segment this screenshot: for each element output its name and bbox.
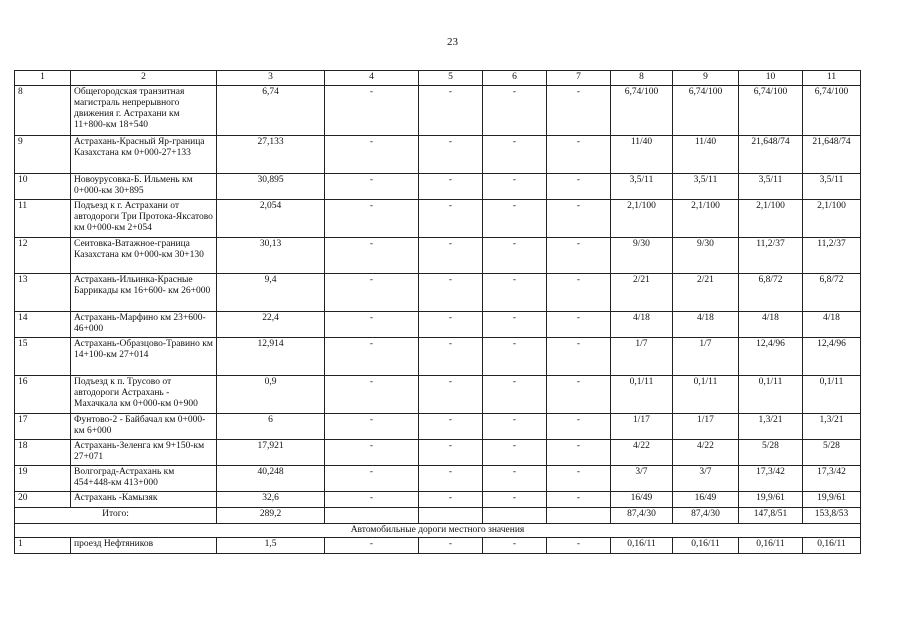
- dash-cell: -: [547, 174, 611, 200]
- total-value: 87,4/30: [611, 508, 673, 524]
- value-cell: 4/18: [803, 312, 861, 338]
- dash-cell: -: [419, 492, 483, 508]
- row-number: 13: [15, 274, 71, 312]
- value-cell: 11,2/37: [739, 238, 803, 274]
- value-cell: 0,16/11: [611, 538, 673, 554]
- row-number: 12: [15, 238, 71, 274]
- length-cell: 12,914: [217, 338, 325, 376]
- road-name: Астрахань-Марфино км 23+600-46+000: [71, 312, 217, 338]
- dash-cell: -: [483, 86, 547, 136]
- column-header: 5: [419, 71, 483, 86]
- row-number: 18: [15, 440, 71, 466]
- value-cell: 2,1/100: [739, 200, 803, 238]
- dash-cell: -: [325, 538, 419, 554]
- length-cell: 22,4: [217, 312, 325, 338]
- road-name: Сеитовка-Ватажное-граница Казахстана км 0+000-км 30+130: [71, 238, 217, 274]
- dash-cell: -: [325, 274, 419, 312]
- value-cell: 0,1/11: [803, 376, 861, 414]
- roads-table: [14, 70, 861, 554]
- dash-cell: -: [483, 492, 547, 508]
- row-number: 15: [15, 338, 71, 376]
- value-cell: 0,1/11: [611, 376, 673, 414]
- value-cell: 16/49: [673, 492, 739, 508]
- value-cell: 0,1/11: [673, 376, 739, 414]
- dash-cell: -: [325, 238, 419, 274]
- value-cell: 6,8/72: [739, 274, 803, 312]
- total-label: Итого:: [15, 508, 217, 524]
- dash-cell: -: [483, 538, 547, 554]
- road-name: Астрахань -Камызяк: [71, 492, 217, 508]
- dash-cell: -: [325, 492, 419, 508]
- value-cell: 11/40: [611, 136, 673, 174]
- road-name: Подъезд к п. Трусово от автодороги Астрахань - Махачкала км 0+000-км 0+900: [71, 376, 217, 414]
- column-header: 7: [547, 71, 611, 86]
- dash-cell: -: [419, 86, 483, 136]
- dash-cell: -: [483, 466, 547, 492]
- value-cell: 6,74/100: [611, 86, 673, 136]
- dash-cell: -: [419, 466, 483, 492]
- total-length: 289,2: [217, 508, 325, 524]
- row-number: 16: [15, 376, 71, 414]
- row-number: 1: [15, 538, 71, 554]
- empty-cell: [325, 508, 419, 524]
- value-cell: 4/22: [673, 440, 739, 466]
- value-cell: 1/7: [611, 338, 673, 376]
- value-cell: 6,74/100: [739, 86, 803, 136]
- value-cell: 17,3/42: [739, 466, 803, 492]
- value-cell: 11/40: [673, 136, 739, 174]
- dash-cell: -: [483, 440, 547, 466]
- value-cell: 4/22: [611, 440, 673, 466]
- value-cell: 9/30: [611, 238, 673, 274]
- value-cell: 4/18: [739, 312, 803, 338]
- value-cell: 21,648/74: [803, 136, 861, 174]
- dash-cell: -: [547, 538, 611, 554]
- table-row: [15, 440, 861, 466]
- road-name: Астрахань-Красный Яр-граница Казахстана км 0+000-27+133: [71, 136, 217, 174]
- length-cell: 6: [217, 414, 325, 440]
- total-row: [15, 508, 861, 524]
- table-row: [15, 238, 861, 274]
- column-header: 4: [325, 71, 419, 86]
- value-cell: 9/30: [673, 238, 739, 274]
- value-cell: 6,8/72: [803, 274, 861, 312]
- dash-cell: -: [483, 238, 547, 274]
- value-cell: 12,4/96: [739, 338, 803, 376]
- table-row: [15, 338, 861, 376]
- road-name: Новоурусовка-Б. Ильмень км 0+000-км 30+895: [71, 174, 217, 200]
- row-number: 10: [15, 174, 71, 200]
- table-row: [15, 274, 861, 312]
- dash-cell: -: [419, 414, 483, 440]
- value-cell: 6,74/100: [803, 86, 861, 136]
- row-number: 17: [15, 414, 71, 440]
- value-cell: 3/7: [611, 466, 673, 492]
- value-cell: 1,3/21: [739, 414, 803, 440]
- dash-cell: -: [325, 466, 419, 492]
- dash-cell: -: [419, 312, 483, 338]
- table-row: [15, 174, 861, 200]
- length-cell: 27,133: [217, 136, 325, 174]
- column-header: 1: [15, 71, 71, 86]
- road-name: Волгоград-Астрахань км 454+448-км 413+000: [71, 466, 217, 492]
- value-cell: 2/21: [673, 274, 739, 312]
- dash-cell: -: [419, 274, 483, 312]
- column-header: 9: [673, 71, 739, 86]
- dash-cell: -: [325, 312, 419, 338]
- table-row: [15, 376, 861, 414]
- value-cell: 3,5/11: [803, 174, 861, 200]
- value-cell: 2,1/100: [803, 200, 861, 238]
- column-header: 11: [803, 71, 861, 86]
- table-row: [15, 414, 861, 440]
- value-cell: 4/18: [673, 312, 739, 338]
- dash-cell: -: [483, 376, 547, 414]
- length-cell: 30,895: [217, 174, 325, 200]
- dash-cell: -: [325, 136, 419, 174]
- value-cell: 17,3/42: [803, 466, 861, 492]
- section-title: Автомобильные дороги местного значения: [15, 524, 861, 538]
- value-cell: 19,9/61: [803, 492, 861, 508]
- length-cell: 2,054: [217, 200, 325, 238]
- road-name: проезд Нефтяников: [71, 538, 217, 554]
- column-header: 2: [71, 71, 217, 86]
- value-cell: 1,3/21: [803, 414, 861, 440]
- value-cell: 1/17: [611, 414, 673, 440]
- row-number: 19: [15, 466, 71, 492]
- row-number: 20: [15, 492, 71, 508]
- header-row: [15, 71, 861, 86]
- dash-cell: -: [483, 274, 547, 312]
- column-header: 10: [739, 71, 803, 86]
- length-cell: 17,921: [217, 440, 325, 466]
- value-cell: 12,4/96: [803, 338, 861, 376]
- value-cell: 4/18: [611, 312, 673, 338]
- dash-cell: -: [419, 136, 483, 174]
- row-number: 11: [15, 200, 71, 238]
- column-header: 8: [611, 71, 673, 86]
- value-cell: 0,16/11: [739, 538, 803, 554]
- row-number: 14: [15, 312, 71, 338]
- dash-cell: -: [325, 376, 419, 414]
- table-row: [15, 136, 861, 174]
- value-cell: 3,5/11: [611, 174, 673, 200]
- dash-cell: -: [547, 440, 611, 466]
- dash-cell: -: [547, 338, 611, 376]
- table-row: [15, 538, 861, 554]
- dash-cell: -: [547, 414, 611, 440]
- dash-cell: -: [547, 466, 611, 492]
- value-cell: 5/28: [739, 440, 803, 466]
- value-cell: 1/17: [673, 414, 739, 440]
- dash-cell: -: [419, 174, 483, 200]
- road-name: Общегородская транзитная магистраль непрерывного движения г. Астрахани км 11+800-км 18+540: [71, 86, 217, 136]
- dash-cell: -: [547, 492, 611, 508]
- row-number: 8: [15, 86, 71, 136]
- dash-cell: -: [419, 200, 483, 238]
- length-cell: 1,5: [217, 538, 325, 554]
- value-cell: 2,1/100: [673, 200, 739, 238]
- length-cell: 9,4: [217, 274, 325, 312]
- value-cell: 16/49: [611, 492, 673, 508]
- dash-cell: -: [325, 174, 419, 200]
- dash-cell: -: [419, 338, 483, 376]
- dash-cell: -: [483, 312, 547, 338]
- dash-cell: -: [547, 136, 611, 174]
- value-cell: 0,16/11: [673, 538, 739, 554]
- table-row: [15, 466, 861, 492]
- road-name: Астрахань-Образцово-Травино км 14+100-км 27+014: [71, 338, 217, 376]
- value-cell: 5/28: [803, 440, 861, 466]
- value-cell: 19,9/61: [739, 492, 803, 508]
- total-value: 147,8/51: [739, 508, 803, 524]
- dash-cell: -: [325, 338, 419, 376]
- table-row: [15, 312, 861, 338]
- table-row: [15, 86, 861, 136]
- dash-cell: -: [483, 200, 547, 238]
- empty-cell: [483, 508, 547, 524]
- page-number: 23: [447, 36, 458, 48]
- dash-cell: -: [483, 414, 547, 440]
- section-row: [15, 524, 861, 538]
- dash-cell: -: [547, 238, 611, 274]
- road-name: Астрахань-Ильинка-Красные Баррикады км 16+600- км 26+000: [71, 274, 217, 312]
- value-cell: 21,648/74: [739, 136, 803, 174]
- road-name: Фунтово-2 - Байбачал км 0+000-км 6+000: [71, 414, 217, 440]
- road-name: Астрахань-Зеленга км 9+150-км 27+071: [71, 440, 217, 466]
- dash-cell: -: [419, 440, 483, 466]
- table-row: [15, 492, 861, 508]
- total-value: 87,4/30: [673, 508, 739, 524]
- dash-cell: -: [325, 414, 419, 440]
- dash-cell: -: [419, 376, 483, 414]
- dash-cell: -: [325, 86, 419, 136]
- value-cell: 0,1/11: [739, 376, 803, 414]
- road-name: Подъезд к г. Астрахани от автодороги Три Протока-Яксатово км 0+000-км 2+054: [71, 200, 217, 238]
- dash-cell: -: [483, 338, 547, 376]
- length-cell: 40,248: [217, 466, 325, 492]
- row-number: 9: [15, 136, 71, 174]
- empty-cell: [547, 508, 611, 524]
- length-cell: 30,13: [217, 238, 325, 274]
- dash-cell: -: [325, 200, 419, 238]
- length-cell: 0,9: [217, 376, 325, 414]
- column-header: 3: [217, 71, 325, 86]
- value-cell: 2/21: [611, 274, 673, 312]
- value-cell: 3,5/11: [739, 174, 803, 200]
- dash-cell: -: [547, 200, 611, 238]
- dash-cell: -: [547, 376, 611, 414]
- table-row: [15, 200, 861, 238]
- dash-cell: -: [547, 86, 611, 136]
- dash-cell: -: [483, 174, 547, 200]
- length-cell: 32,6: [217, 492, 325, 508]
- total-value: 153,8/53: [803, 508, 861, 524]
- value-cell: 0,16/11: [803, 538, 861, 554]
- value-cell: 3/7: [673, 466, 739, 492]
- column-header: 6: [483, 71, 547, 86]
- dash-cell: -: [547, 274, 611, 312]
- length-cell: 6,74: [217, 86, 325, 136]
- value-cell: 6,74/100: [673, 86, 739, 136]
- dash-cell: -: [483, 136, 547, 174]
- value-cell: 2,1/100: [611, 200, 673, 238]
- value-cell: 3,5/11: [673, 174, 739, 200]
- value-cell: 11,2/37: [803, 238, 861, 274]
- empty-cell: [419, 508, 483, 524]
- dash-cell: -: [325, 440, 419, 466]
- dash-cell: -: [547, 312, 611, 338]
- dash-cell: -: [419, 238, 483, 274]
- dash-cell: -: [419, 538, 483, 554]
- value-cell: 1/7: [673, 338, 739, 376]
